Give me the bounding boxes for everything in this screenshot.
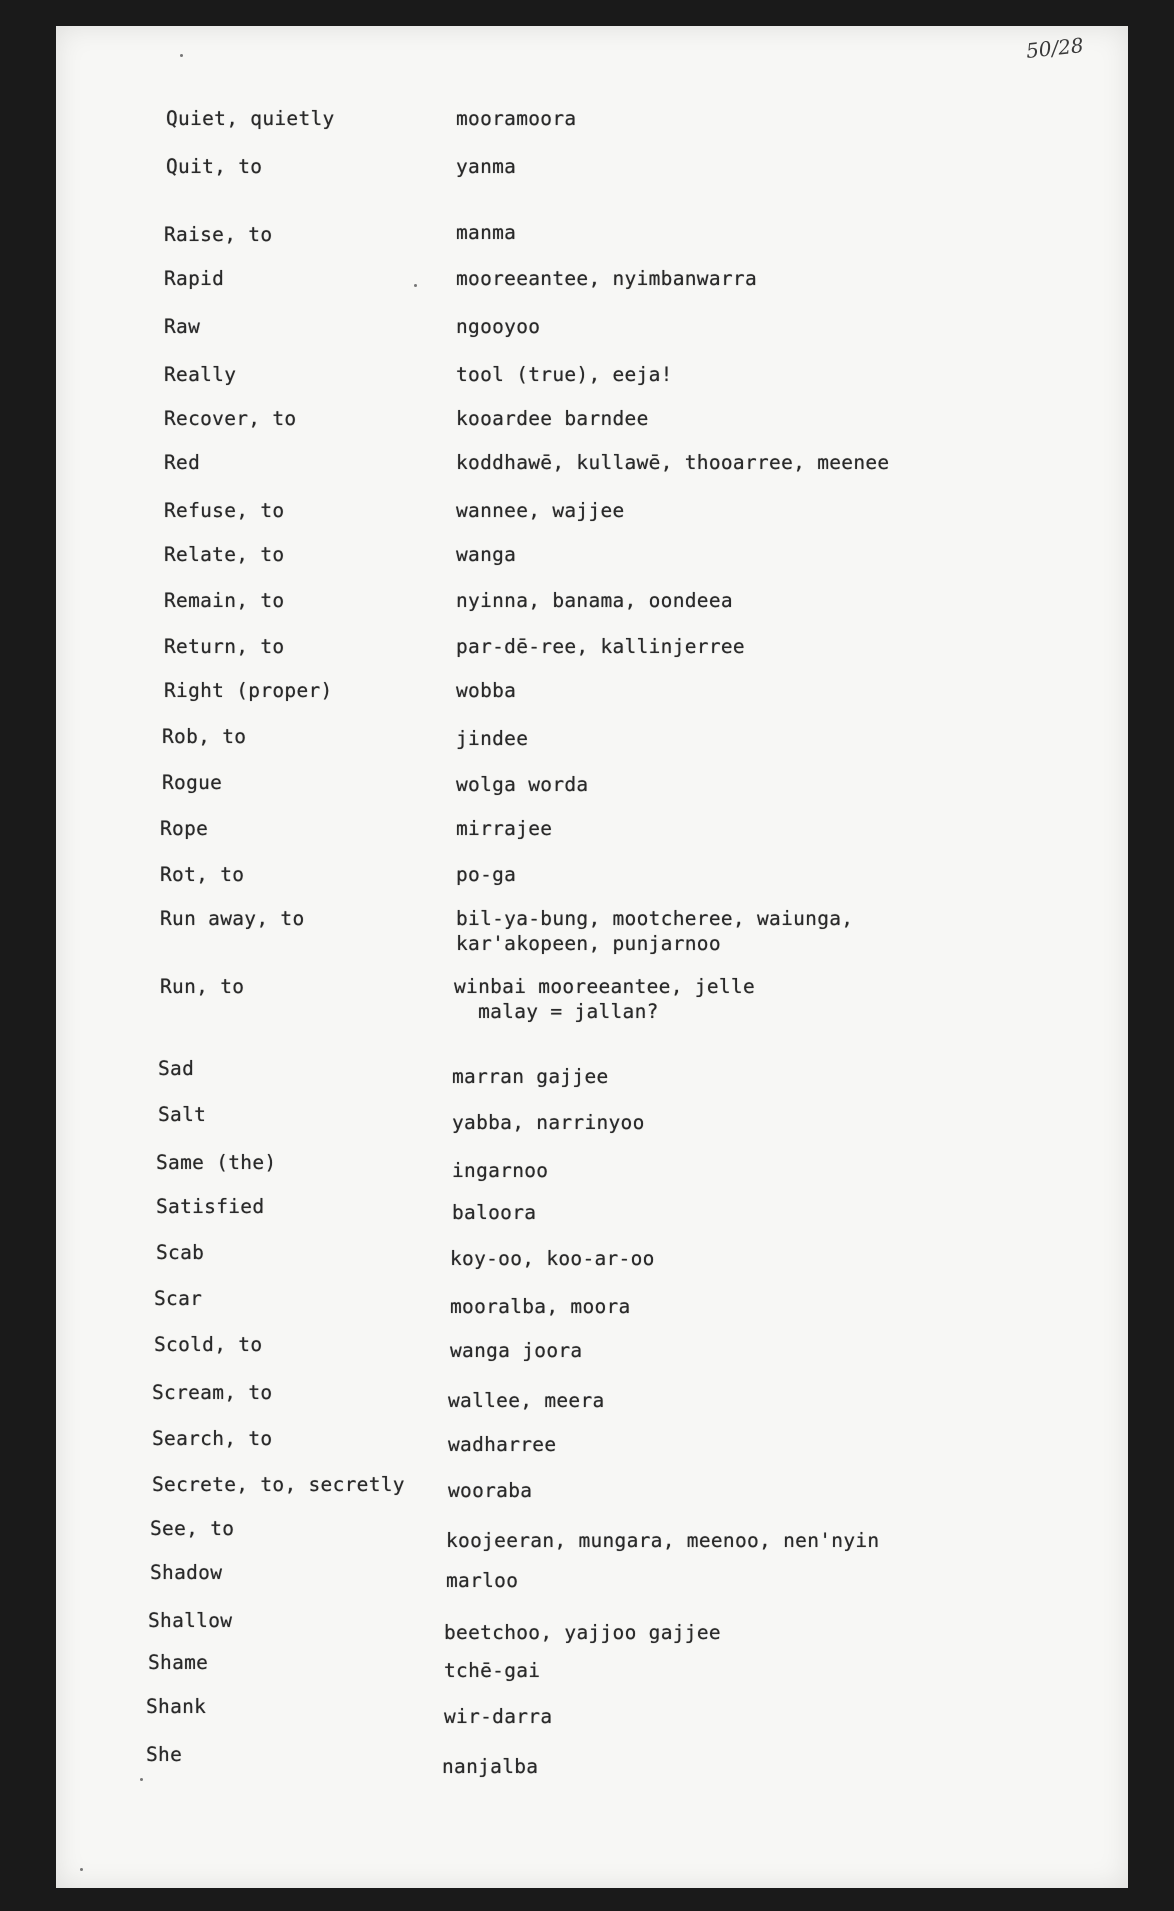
- aboriginal-gloss: winbai mooreeantee, jelle malay = jallan?: [454, 975, 755, 1023]
- aboriginal-gloss: mooreeantee, nyimbanwarra: [456, 267, 757, 290]
- aboriginal-gloss: wir-darra: [444, 1705, 553, 1728]
- aboriginal-gloss: nanjalba: [442, 1755, 539, 1778]
- aboriginal-gloss: koddhawē, kullawē, thooarree, meenee: [456, 451, 890, 474]
- english-term: Salt: [158, 1103, 207, 1126]
- aboriginal-gloss: wallee, meera: [448, 1389, 605, 1412]
- english-term: Rot, to: [160, 863, 245, 886]
- english-term: Raw: [164, 315, 201, 338]
- english-term: Scold, to: [154, 1333, 263, 1356]
- paper-speck: [140, 1778, 143, 1781]
- english-term: Red: [164, 451, 201, 474]
- english-term: See, to: [150, 1517, 235, 1540]
- document-page: [56, 26, 1128, 1888]
- english-term: Quit, to: [166, 155, 263, 178]
- english-term: Shadow: [150, 1561, 223, 1584]
- aboriginal-gloss: mooralba, moora: [450, 1295, 631, 1318]
- english-term: Scar: [154, 1287, 203, 1310]
- english-term: Rope: [160, 817, 209, 840]
- english-term: Rogue: [162, 771, 223, 794]
- aboriginal-gloss: tool (true), eeja!: [456, 363, 673, 386]
- english-term: Satisfied: [156, 1195, 265, 1218]
- english-term: Remain, to: [164, 589, 285, 612]
- aboriginal-gloss: wadharree: [448, 1433, 557, 1456]
- aboriginal-gloss: wannee, wajjee: [456, 499, 625, 522]
- aboriginal-gloss: bil-ya-bung, mootcheree, waiunga, kar'akopeen, punjarnoo: [456, 907, 854, 955]
- aboriginal-gloss: marloo: [446, 1569, 519, 1592]
- aboriginal-gloss: mirrajee: [456, 817, 553, 840]
- english-term: Scab: [156, 1241, 205, 1264]
- aboriginal-gloss: po-ga: [456, 863, 517, 886]
- english-term: She: [146, 1743, 183, 1766]
- english-term: Scream, to: [152, 1381, 273, 1404]
- english-term: Shallow: [148, 1609, 233, 1632]
- aboriginal-gloss: wanga: [456, 543, 517, 566]
- aboriginal-gloss: tchē-gai: [444, 1659, 541, 1682]
- english-term: Run away, to: [160, 907, 305, 930]
- english-term: Really: [164, 363, 237, 386]
- aboriginal-gloss: yabba, narrinyoo: [452, 1111, 645, 1134]
- aboriginal-gloss: ingarnoo: [452, 1159, 549, 1182]
- english-term: Shank: [146, 1695, 207, 1718]
- english-term: Search, to: [152, 1427, 273, 1450]
- paper-speck: [80, 1868, 83, 1871]
- aboriginal-gloss: manma: [456, 221, 517, 244]
- aboriginal-gloss: wobba: [456, 679, 517, 702]
- english-term: Rob, to: [162, 725, 247, 748]
- aboriginal-gloss: wanga joora: [450, 1339, 583, 1362]
- aboriginal-gloss: wolga worda: [456, 773, 589, 796]
- paper-speck: [180, 54, 183, 57]
- english-term: Shame: [148, 1651, 209, 1674]
- english-term: Rapid: [164, 267, 225, 290]
- aboriginal-gloss: wooraba: [448, 1479, 533, 1502]
- aboriginal-gloss: koojeeran, mungara, meenoo, nen'nyin: [446, 1529, 880, 1552]
- english-term: Relate, to: [164, 543, 285, 566]
- aboriginal-gloss: nyinna, banama, oondeea: [456, 589, 733, 612]
- english-term: Quiet, quietly: [166, 107, 335, 130]
- english-term: Same (the): [156, 1151, 277, 1174]
- aboriginal-gloss: koy-oo, koo-ar-oo: [450, 1247, 655, 1270]
- english-term: Refuse, to: [164, 499, 285, 522]
- aboriginal-gloss: marran gajjee: [452, 1065, 609, 1088]
- aboriginal-gloss: yanma: [456, 155, 517, 178]
- english-term: Run, to: [160, 975, 245, 998]
- english-term: Raise, to: [164, 223, 273, 246]
- english-term: Return, to: [164, 635, 285, 658]
- paper-speck: [414, 284, 417, 287]
- english-term: Secrete, to, secretly: [152, 1473, 405, 1496]
- aboriginal-gloss: baloora: [452, 1201, 537, 1224]
- page-number: 50/28: [1025, 33, 1086, 63]
- english-term: Right (proper): [164, 679, 333, 702]
- english-term: Recover, to: [164, 407, 297, 430]
- aboriginal-gloss: par-dē-ree, kallinjerree: [456, 635, 745, 658]
- aboriginal-gloss: kooardee barndee: [456, 407, 649, 430]
- english-term: Sad: [158, 1057, 195, 1080]
- aboriginal-gloss: beetchoo, yajjoo gajjee: [444, 1621, 721, 1644]
- aboriginal-gloss: mooramoora: [456, 107, 577, 130]
- aboriginal-gloss: ngooyoo: [456, 315, 541, 338]
- aboriginal-gloss: jindee: [456, 727, 529, 750]
